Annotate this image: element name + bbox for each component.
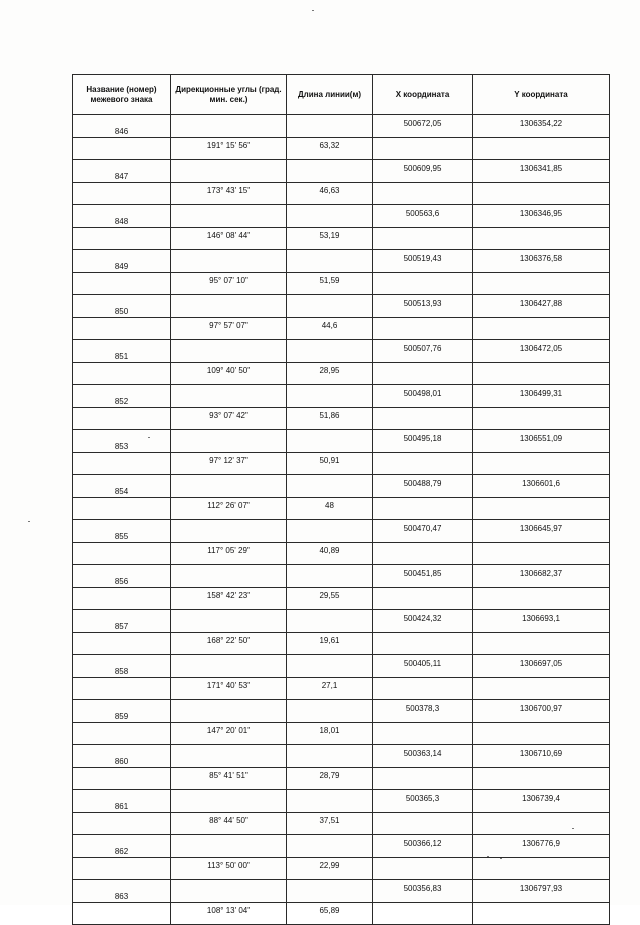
empty-cell — [73, 633, 171, 655]
empty-cell — [171, 700, 287, 723]
empty-cell — [473, 633, 610, 655]
y-coordinate-cell: 1306797,93 — [473, 880, 610, 903]
empty-cell — [171, 790, 287, 813]
empty-cell — [473, 498, 610, 520]
x-coordinate-cell: 500365,3 — [373, 790, 473, 813]
empty-cell — [73, 138, 171, 160]
empty-cell — [171, 160, 287, 183]
table-row — [73, 903, 610, 925]
table-row — [73, 520, 610, 543]
table-row — [73, 183, 610, 205]
scan-speck — [572, 828, 574, 829]
point-name-cell: 848 — [73, 205, 171, 228]
scan-speck — [500, 858, 502, 859]
x-coordinate-cell: 500424,32 — [373, 610, 473, 633]
empty-cell — [287, 205, 373, 228]
x-coordinate-cell: 500498,01 — [373, 385, 473, 408]
direction-angle-cell: 146° 08' 44" — [171, 228, 287, 250]
table-body — [73, 115, 610, 925]
x-coordinate-cell: 500609,95 — [373, 160, 473, 183]
empty-cell — [171, 295, 287, 318]
table-row — [73, 408, 610, 430]
x-coordinate-cell: 500378,3 — [373, 700, 473, 723]
empty-cell — [287, 520, 373, 543]
direction-angle-cell: 171° 40' 53" — [171, 678, 287, 700]
empty-cell — [287, 340, 373, 363]
empty-cell — [373, 588, 473, 610]
empty-cell — [287, 880, 373, 903]
table-row — [73, 498, 610, 520]
x-coordinate-cell: 500470,47 — [373, 520, 473, 543]
line-length-cell: 48 — [287, 498, 373, 520]
scan-speck — [28, 521, 30, 522]
x-coordinate-cell: 500513,93 — [373, 295, 473, 318]
y-coordinate-cell: 1306710,69 — [473, 745, 610, 768]
point-name-cell: 863 — [73, 880, 171, 903]
empty-cell — [171, 385, 287, 408]
point-name-cell: 855 — [73, 520, 171, 543]
direction-angle-cell: 113° 50' 00" — [171, 858, 287, 880]
direction-angle-cell: 109° 40' 50" — [171, 363, 287, 385]
empty-cell — [171, 610, 287, 633]
table-row — [73, 790, 610, 813]
point-name-cell: 846 — [73, 115, 171, 138]
table-row — [73, 835, 610, 858]
point-name-cell: 856 — [73, 565, 171, 588]
table-row — [73, 543, 610, 565]
empty-cell — [373, 453, 473, 475]
table-row — [73, 745, 610, 768]
empty-cell — [473, 768, 610, 790]
empty-cell — [73, 453, 171, 475]
point-name-cell: 862 — [73, 835, 171, 858]
table-row — [73, 633, 610, 655]
empty-cell — [373, 408, 473, 430]
empty-cell — [287, 475, 373, 498]
point-name-cell: 860 — [73, 745, 171, 768]
line-length-cell: 46,63 — [287, 183, 373, 205]
point-name-cell: 861 — [73, 790, 171, 813]
point-name-cell: 852 — [73, 385, 171, 408]
point-name-cell: 859 — [73, 700, 171, 723]
table-row — [73, 655, 610, 678]
point-name-cell: 850 — [73, 295, 171, 318]
empty-cell — [473, 858, 610, 880]
empty-cell — [171, 475, 287, 498]
direction-angle-cell: 158° 42' 23" — [171, 588, 287, 610]
x-coordinate-cell: 500366,12 — [373, 835, 473, 858]
empty-cell — [373, 813, 473, 835]
empty-cell — [373, 498, 473, 520]
empty-cell — [373, 543, 473, 565]
point-name-cell: 849 — [73, 250, 171, 273]
empty-cell — [373, 633, 473, 655]
empty-cell — [287, 745, 373, 768]
empty-cell — [373, 183, 473, 205]
empty-cell — [287, 115, 373, 138]
scan-speck — [148, 437, 150, 438]
y-coordinate-cell: 1306427,88 — [473, 295, 610, 318]
empty-cell — [287, 700, 373, 723]
empty-cell — [287, 295, 373, 318]
y-coordinate-cell: 1306551,09 — [473, 430, 610, 453]
direction-angle-cell: 97° 12' 37" — [171, 453, 287, 475]
line-length-cell: 50,91 — [287, 453, 373, 475]
direction-angle-cell: 147° 20' 01" — [171, 723, 287, 745]
table-row — [73, 318, 610, 340]
line-length-cell: 29,55 — [287, 588, 373, 610]
empty-cell — [373, 768, 473, 790]
y-coordinate-cell: 1306697,05 — [473, 655, 610, 678]
x-coordinate-cell: 500507,76 — [373, 340, 473, 363]
direction-angle-cell: 117° 05' 29" — [171, 543, 287, 565]
line-length-cell: 65,89 — [287, 903, 373, 925]
empty-cell — [171, 565, 287, 588]
table-row — [73, 160, 610, 183]
empty-cell — [73, 543, 171, 565]
table-row — [73, 138, 610, 160]
empty-cell — [287, 835, 373, 858]
y-coordinate-cell: 1306376,58 — [473, 250, 610, 273]
x-coordinate-cell: 500405,11 — [373, 655, 473, 678]
empty-cell — [473, 453, 610, 475]
empty-cell — [473, 408, 610, 430]
direction-angle-cell: 85° 41' 51" — [171, 768, 287, 790]
empty-cell — [287, 250, 373, 273]
table-row — [73, 678, 610, 700]
header-direction-angle: Дирекционные углы (град. мин. сек.) — [171, 75, 287, 115]
empty-cell — [473, 903, 610, 925]
line-length-cell: 28,79 — [287, 768, 373, 790]
empty-cell — [171, 430, 287, 453]
empty-cell — [473, 183, 610, 205]
y-coordinate-cell: 1306472,05 — [473, 340, 610, 363]
x-coordinate-cell: 500563,6 — [373, 205, 473, 228]
header-y-coordinate: Y координата — [473, 75, 610, 115]
empty-cell — [287, 565, 373, 588]
x-coordinate-cell: 500519,43 — [373, 250, 473, 273]
coordinates-table — [72, 74, 610, 925]
table-row — [73, 475, 610, 498]
empty-cell — [373, 318, 473, 340]
y-coordinate-cell: 1306499,31 — [473, 385, 610, 408]
empty-cell — [473, 588, 610, 610]
empty-cell — [473, 543, 610, 565]
x-coordinate-cell: 500363,14 — [373, 745, 473, 768]
point-name-cell: 854 — [73, 475, 171, 498]
empty-cell — [287, 610, 373, 633]
table-row — [73, 115, 610, 138]
x-coordinate-cell: 500495,18 — [373, 430, 473, 453]
x-coordinate-cell: 500672,05 — [373, 115, 473, 138]
direction-angle-cell: 173° 43' 15" — [171, 183, 287, 205]
empty-cell — [473, 273, 610, 295]
empty-cell — [171, 745, 287, 768]
empty-cell — [73, 813, 171, 835]
line-length-cell: 44,6 — [287, 318, 373, 340]
line-length-cell: 19,61 — [287, 633, 373, 655]
table-row — [73, 363, 610, 385]
empty-cell — [373, 723, 473, 745]
table-header-row — [73, 75, 610, 115]
table-row — [73, 723, 610, 745]
y-coordinate-cell: 1306341,85 — [473, 160, 610, 183]
empty-cell — [73, 723, 171, 745]
empty-cell — [373, 903, 473, 925]
direction-angle-cell: 88° 44' 50" — [171, 813, 287, 835]
table-row — [73, 250, 610, 273]
y-coordinate-cell: 1306682,37 — [473, 565, 610, 588]
empty-cell — [171, 880, 287, 903]
scan-speck — [487, 856, 489, 857]
direction-angle-cell: 95° 07' 10" — [171, 273, 287, 295]
empty-cell — [473, 723, 610, 745]
empty-cell — [171, 340, 287, 363]
empty-cell — [73, 768, 171, 790]
table-row — [73, 813, 610, 835]
empty-cell — [171, 655, 287, 678]
line-length-cell: 27,1 — [287, 678, 373, 700]
direction-angle-cell: 112° 26' 07" — [171, 498, 287, 520]
y-coordinate-cell: 1306700,97 — [473, 700, 610, 723]
y-coordinate-cell: 1306739,4 — [473, 790, 610, 813]
table-row — [73, 340, 610, 363]
y-coordinate-cell: 1306346,95 — [473, 205, 610, 228]
table-row — [73, 880, 610, 903]
empty-cell — [73, 408, 171, 430]
header-line-length: Длина линии(м) — [287, 75, 373, 115]
line-length-cell: 63,32 — [287, 138, 373, 160]
direction-angle-cell: 168° 22' 50" — [171, 633, 287, 655]
empty-cell — [171, 250, 287, 273]
table-row — [73, 295, 610, 318]
point-name-cell: 851 — [73, 340, 171, 363]
line-length-cell: 18,01 — [287, 723, 373, 745]
line-length-cell: 51,59 — [287, 273, 373, 295]
header-point-name: Название (номер) межевого знака — [73, 75, 171, 115]
y-coordinate-cell: 1306645,97 — [473, 520, 610, 543]
x-coordinate-cell: 500356,83 — [373, 880, 473, 903]
empty-cell — [73, 678, 171, 700]
empty-cell — [473, 228, 610, 250]
table-row — [73, 273, 610, 295]
empty-cell — [171, 115, 287, 138]
line-length-cell: 37,51 — [287, 813, 373, 835]
empty-cell — [287, 430, 373, 453]
empty-cell — [287, 385, 373, 408]
table-row — [73, 430, 610, 453]
scan-speck — [312, 10, 314, 11]
empty-cell — [73, 183, 171, 205]
empty-cell — [373, 228, 473, 250]
empty-cell — [373, 363, 473, 385]
line-length-cell: 22,99 — [287, 858, 373, 880]
point-name-cell: 853 — [73, 430, 171, 453]
empty-cell — [473, 678, 610, 700]
x-coordinate-cell: 500451,85 — [373, 565, 473, 588]
empty-cell — [473, 813, 610, 835]
table-row — [73, 768, 610, 790]
table-row — [73, 205, 610, 228]
empty-cell — [73, 363, 171, 385]
line-length-cell: 40,89 — [287, 543, 373, 565]
empty-cell — [373, 138, 473, 160]
table-row — [73, 228, 610, 250]
empty-cell — [73, 273, 171, 295]
x-coordinate-cell: 500488,79 — [373, 475, 473, 498]
line-length-cell: 53,19 — [287, 228, 373, 250]
y-coordinate-cell: 1306601,6 — [473, 475, 610, 498]
table-row — [73, 858, 610, 880]
table-row — [73, 565, 610, 588]
point-name-cell: 858 — [73, 655, 171, 678]
empty-cell — [473, 318, 610, 340]
line-length-cell: 51,86 — [287, 408, 373, 430]
table-row — [73, 588, 610, 610]
direction-angle-cell: 191° 15' 56" — [171, 138, 287, 160]
line-length-cell: 28,95 — [287, 363, 373, 385]
point-name-cell: 847 — [73, 160, 171, 183]
empty-cell — [473, 363, 610, 385]
empty-cell — [373, 678, 473, 700]
empty-cell — [171, 520, 287, 543]
table-row — [73, 453, 610, 475]
header-x-coordinate: X координата — [373, 75, 473, 115]
empty-cell — [171, 835, 287, 858]
empty-cell — [73, 498, 171, 520]
direction-angle-cell: 93° 07' 42" — [171, 408, 287, 430]
table-row — [73, 385, 610, 408]
empty-cell — [73, 588, 171, 610]
empty-cell — [287, 790, 373, 813]
table-row — [73, 700, 610, 723]
empty-cell — [73, 903, 171, 925]
empty-cell — [73, 228, 171, 250]
empty-cell — [287, 655, 373, 678]
empty-cell — [287, 160, 373, 183]
y-coordinate-cell: 1306776,9 — [473, 835, 610, 858]
empty-cell — [373, 858, 473, 880]
empty-cell — [373, 273, 473, 295]
empty-cell — [73, 858, 171, 880]
y-coordinate-cell: 1306354,22 — [473, 115, 610, 138]
point-name-cell: 857 — [73, 610, 171, 633]
direction-angle-cell: 108° 13' 04" — [171, 903, 287, 925]
empty-cell — [171, 205, 287, 228]
empty-cell — [73, 318, 171, 340]
direction-angle-cell: 97° 57' 07" — [171, 318, 287, 340]
empty-cell — [473, 138, 610, 160]
y-coordinate-cell: 1306693,1 — [473, 610, 610, 633]
table-row — [73, 610, 610, 633]
